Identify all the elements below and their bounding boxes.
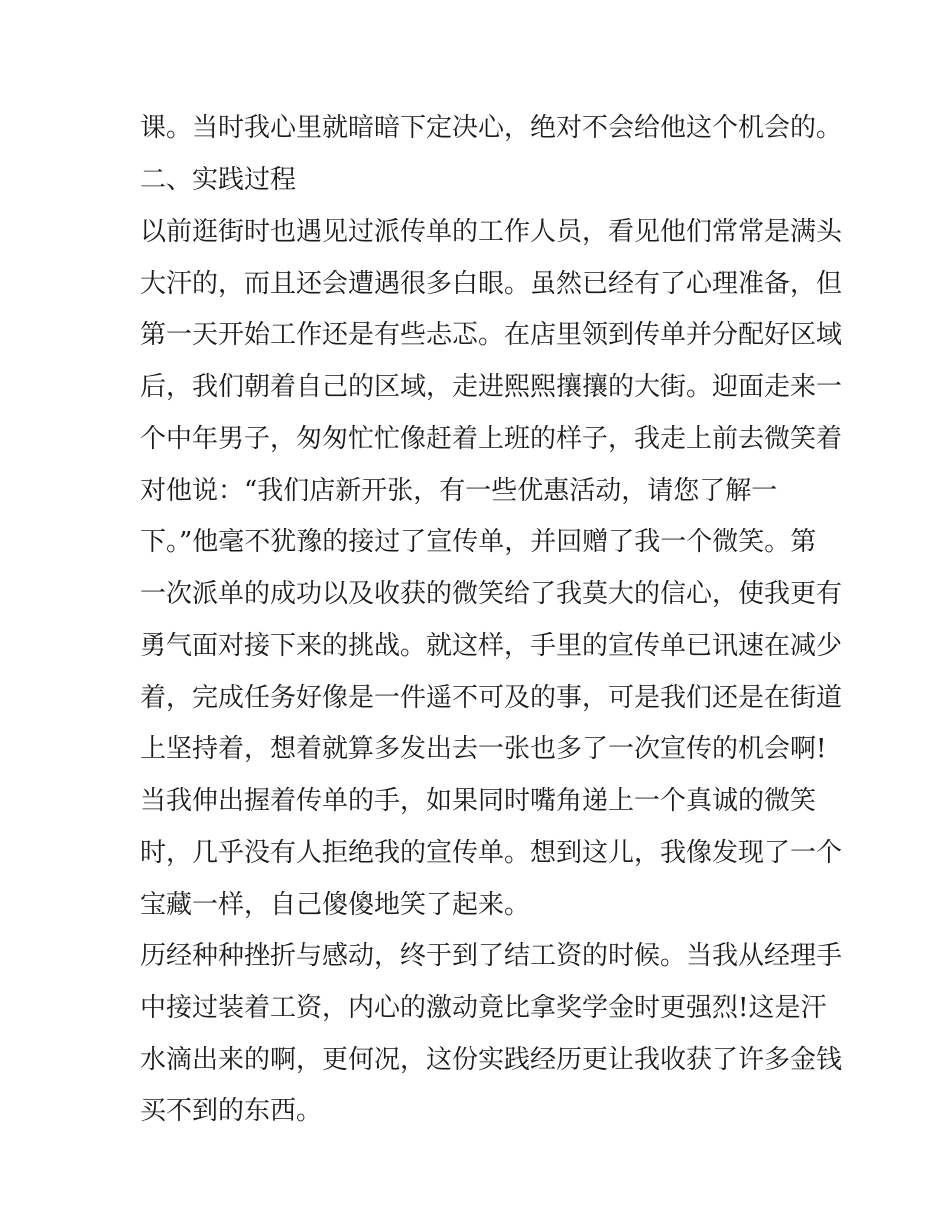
text-line-10: 一次派单的成功以及收获的微笑给了我莫大的信心，使我更有 [140, 579, 843, 609]
text-line-14: 当我伸出握着传单的手，如果同时嘴角递上一个真诚的微笑 [140, 786, 817, 816]
text-line-12: 着，完成任务好像是一件遥不可及的事，可是我们还是在街道 [140, 683, 843, 713]
text-line-8: 对他说：“我们店新开张，有一些优惠活动，请您了解一 [140, 476, 778, 506]
text-line-15: 时，几乎没有人拒绝我的宣传单。想到这儿，我像发现了一个 [140, 838, 843, 868]
text-line-5: 第一天开始工作还是有些忐忑。在店里领到传单并分配好区域 [140, 320, 843, 350]
text-line-7: 个中年男子，匆匆忙忙像赶着上班的样子，我走上前去微笑着 [140, 424, 843, 454]
text-line-16: 宝藏一样，自己傻傻地笑了起来。 [140, 890, 531, 920]
text-line-4: 大汗的，而且还会遭遇很多白眼。虽然已经有了心理准备，但 [140, 269, 843, 299]
text-line-20: 买不到的东西。 [140, 1096, 323, 1126]
text-line-19: 水滴出来的啊，更何况，这份实践经历更让我收获了许多金钱 [140, 1045, 843, 1075]
text-line-11: 勇气面对接下来的挑战。就这样，手里的宣传单已讯速在减少 [140, 631, 843, 661]
section-heading: 二、实践过程 [140, 165, 297, 195]
text-line-3: 以前逛街时也遇见过派传单的工作人员，看见他们常常是满头 [140, 217, 843, 247]
text-line-1: 课。当时我心里就暗暗下定决心，绝对不会给他这个机会的。 [140, 113, 843, 143]
text-line-13: 上坚持着，想着就算多发出去一张也多了一次宣传的机会啊! [140, 734, 827, 764]
text-line-9: 下。”他毫不犹豫的接过了宣传单，并回赠了我一个微笑。第 [140, 527, 817, 557]
text-line-18: 中接过装着工资，内心的激动竟比拿奖学金时更强烈!这是汗 [140, 993, 827, 1023]
text-line-6: 后，我们朝着自己的区域，走进熙熙攘攘的大街。迎面走来一 [140, 372, 843, 402]
text-line-17: 历经种种挫折与感动，终于到了结工资的时候。当我从经理手 [140, 941, 843, 971]
